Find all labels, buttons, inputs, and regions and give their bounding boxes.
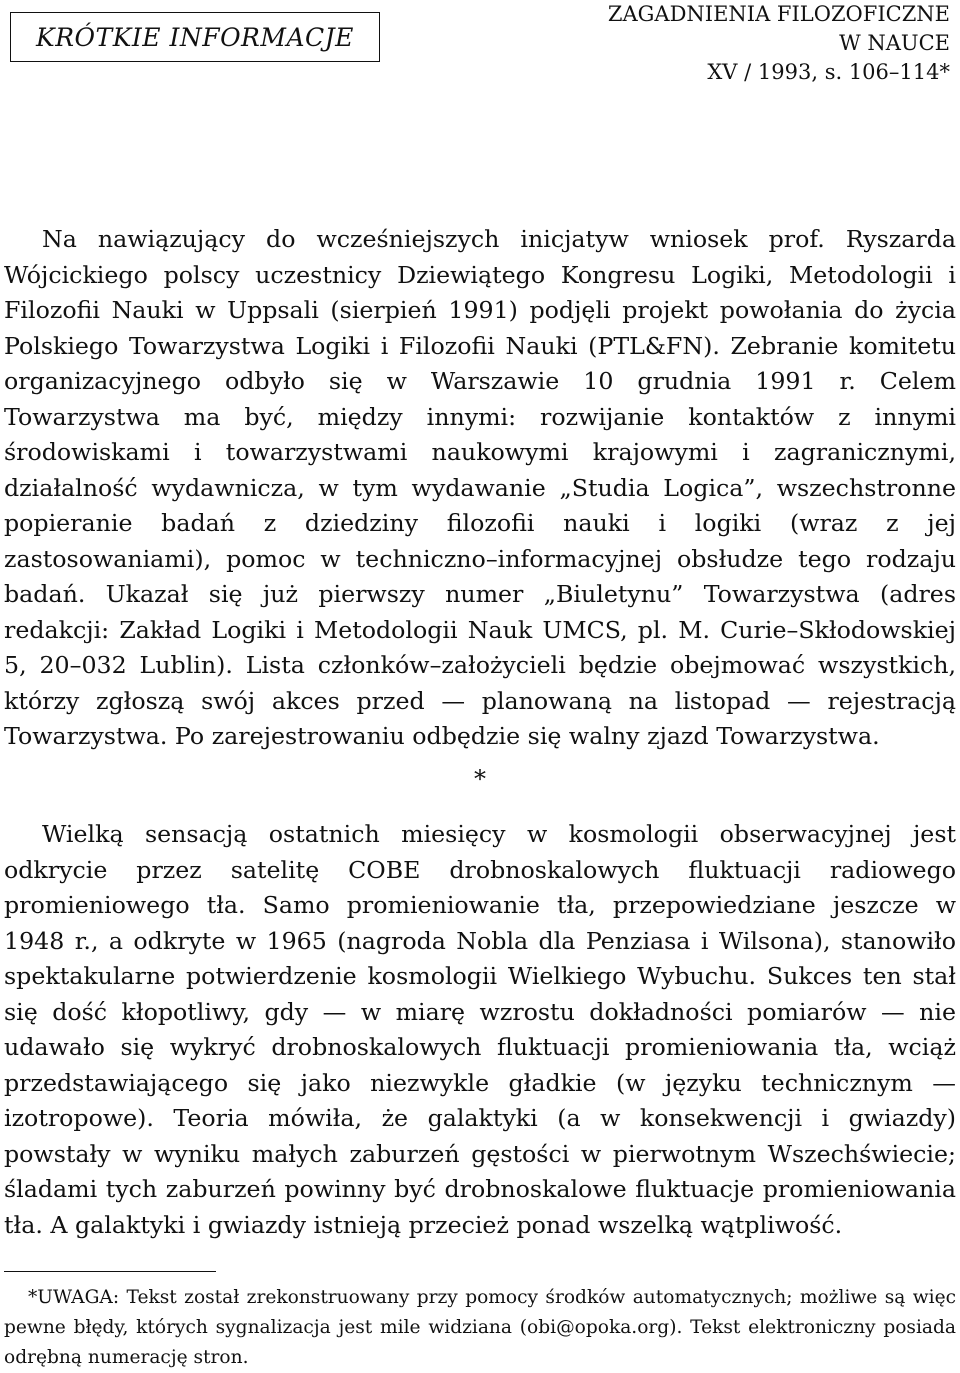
article-paragraph-1: Na nawiązujący do wcześniejszych inicjatyw wniosek prof. Ryszarda Wójcickiego polscy uczestnicy Dziewiątego Kongresu Logiki, Metodologii i Filozofii Nauki w Uppsali (sierpień 1991) podjęli projekt powołania do życia Polskiego Towarzystwa Logiki i Filozofii Nauki (PTL&FN). Zebranie komitetu organizacyjnego odbyło się w Warszawie 10 grudnia 1991 r. Celem Towarzystwa ma być, między innymi: rozwijanie kontaktów z innymi środowiskami i towarzystwami naukowymi krajowymi i zagranicznymi, działalność wydawnicza, w tym wydawanie „Studia Logica”, wszechstronne popieranie badań z dziedziny filozofii nauki i logiki (wraz z jej zastosowaniami), pomoc w techniczno–informacyjnej obsłudze tego rodzaju badań. Ukazał się już pierwszy numer „Biuletynu” Towarzystwa (adres redakcji: Zakład Logiki i Metodologii Nauk UMCS, pl. M. Curie–Skłodowskiej 5, 20–032 Lublin). Lista członków–założycieli będzie obejmować wszystkich, którzy zgłoszą swój akces przed — planowaną na listopad — rejestracją Towarzystwa. Po zarejestrowaniu odbędzie się walny zjazd Towarzystwa. (4, 225, 956, 750)
section-label: KRÓTKIE INFORMACJE (10, 12, 380, 62)
footnote-rule (4, 1271, 216, 1272)
article-paragraph-2: Wielką sensacją ostatnich miesięcy w kosmologii obserwacyjnej jest odkrycie przez satelitę COBE drobnoskalowych fluktuacji radiowego promieniowego tła. Samo promieniowanie tła, przepowiedziane jeszcze w 1948 r., a odkryte w 1965 (nagroda Nobla dla Penziasa i Wilsona), stanowiło spektakularne potwierdzenie kosmologii Wielkiego Wybuchu. Sukces ten stał się dość kłopotliwy, gdy — w miarę wzrostu dokładności pomiarów — nie udawało się wykryć drobnoskalowych fluktuacji promieniowania tła, wciąż przedstawiającego się jako niezwykle gładkie (w języku technicznym — izotropowe). Teoria mówiła, że galaktyki (a w konsekwencji i gwiazdy) powstały w wyniku małych zaburzeń gęstości w pierwotnym Wszechświecie; śladami tych zaburzeń powinny być drobnoskalowe fluktuacje promieniowania tła. A galaktyki i gwiazdy istnieją przecież ponad wszelką wątpliwość. (4, 820, 956, 1239)
issue-info: XV / 1993, s. 106–114* (707, 60, 950, 84)
journal-name-line1: ZAGADNIENIA FILOZOFICZNE (607, 2, 950, 26)
footnote: *UWAGA: Tekst został zrekonstruowany przy pomocy środków automatycznych; możliwe są więc pewne błędy, których sygnalizacja jest mile widziana (obi@opoka.org). Tekst elektroniczny posiada odrębną numerację stron. (4, 1287, 956, 1368)
section-separator: * (474, 765, 486, 793)
journal-masthead (530, 0, 950, 87)
journal-name-line2: W NAUCE (839, 31, 950, 55)
